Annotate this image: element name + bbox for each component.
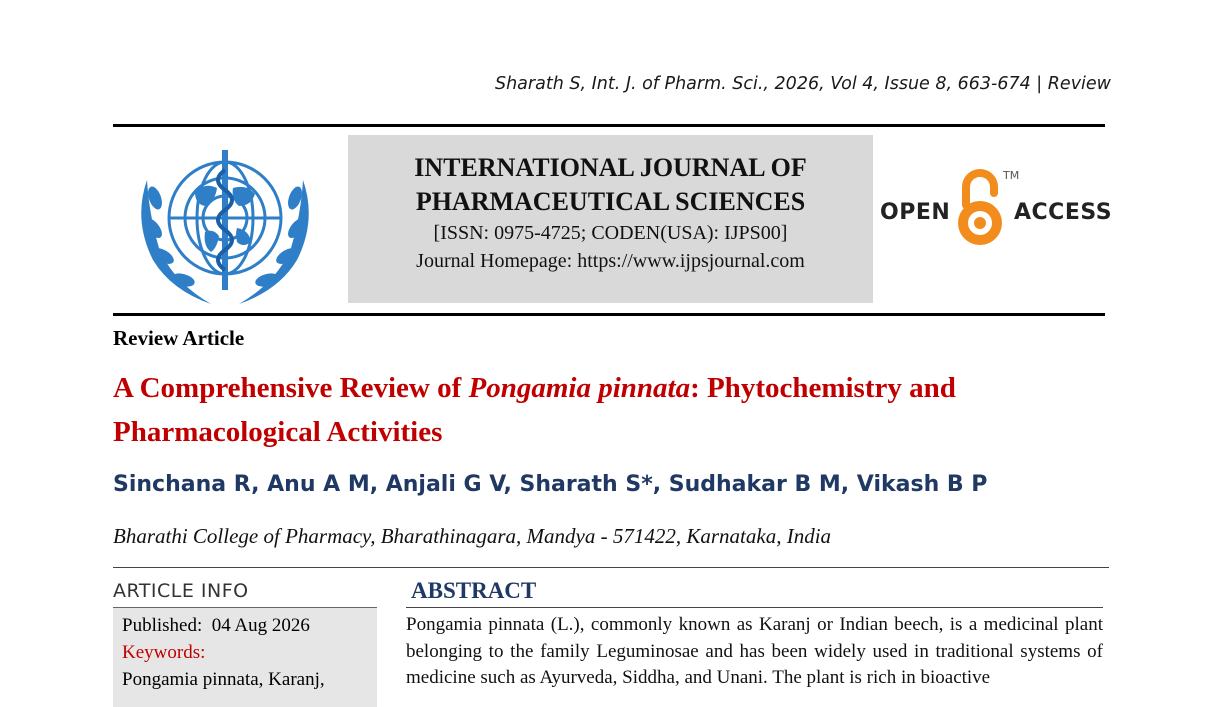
open-lock-icon [954, 165, 1006, 251]
published-date: 04 Aug 2026 [211, 615, 310, 636]
open-access-word-access: ACCESS [1014, 200, 1113, 225]
abstract-heading: ABSTRACT [411, 578, 537, 603]
journal-name-line1: INTERNATIONAL JOURNAL OF [414, 153, 807, 182]
author-list: Sinchana R, Anu A M, Anjali G V, Sharath S*, Sudhakar B M, Vikash B P [113, 472, 988, 497]
running-head: Sharath S, Int. J. of Pharm. Sci., 2026, Vol 4, Issue 8, 663-674 | Review [494, 74, 1111, 94]
abstract-rule [406, 607, 1103, 608]
article-type: Review Article [113, 326, 245, 350]
journal-homepage: Journal Homepage: https://www.ijpsjournal.com [416, 250, 805, 272]
keywords-list: Pongamia pinnata, Karanj, [122, 669, 325, 690]
article-title-part1: A Comprehensive Review of [113, 372, 469, 404]
article-title-part2: : Phytochemistry and Pharmacological Activities [113, 372, 956, 448]
open-access-trademark: TM [1003, 169, 1020, 182]
keywords-label: Keywords: [122, 642, 206, 663]
article-title [113, 366, 1103, 454]
journal-issn: [ISSN: 0975-4725; CODEN(USA): IJPS00] [433, 222, 788, 244]
masthead-bottom-rule [113, 313, 1105, 316]
article-info-box [113, 607, 377, 707]
world-health-emblem-icon [125, 140, 325, 308]
author-affiliation: Bharathi College of Pharmacy, Bharathinagara, Mandya - 571422, Karnataka, India [113, 524, 832, 548]
section-divider [113, 567, 1109, 568]
article-title-species: Pongamia pinnata [468, 372, 691, 404]
article-info-heading: ARTICLE INFO [113, 580, 249, 602]
abstract-text: Pongamia pinnata (L.), commonly known as Karanj or Indian beech, is a medicinal plant belonging to the family Leguminosae and has been widely used in traditional systems of medicine such as Ayurveda, Siddha, and Unani. The plant is rich in bioactive [406, 614, 1103, 688]
published-label: Published: [122, 615, 203, 636]
masthead-top-rule [113, 124, 1105, 127]
open-access-word-open: OPEN [880, 200, 951, 225]
journal-masthead-box [348, 135, 873, 303]
journal-name-line2: PHARMACEUTICAL SCIENCES [415, 187, 806, 216]
open-access-badge [880, 165, 1113, 253]
published-line [122, 612, 368, 639]
